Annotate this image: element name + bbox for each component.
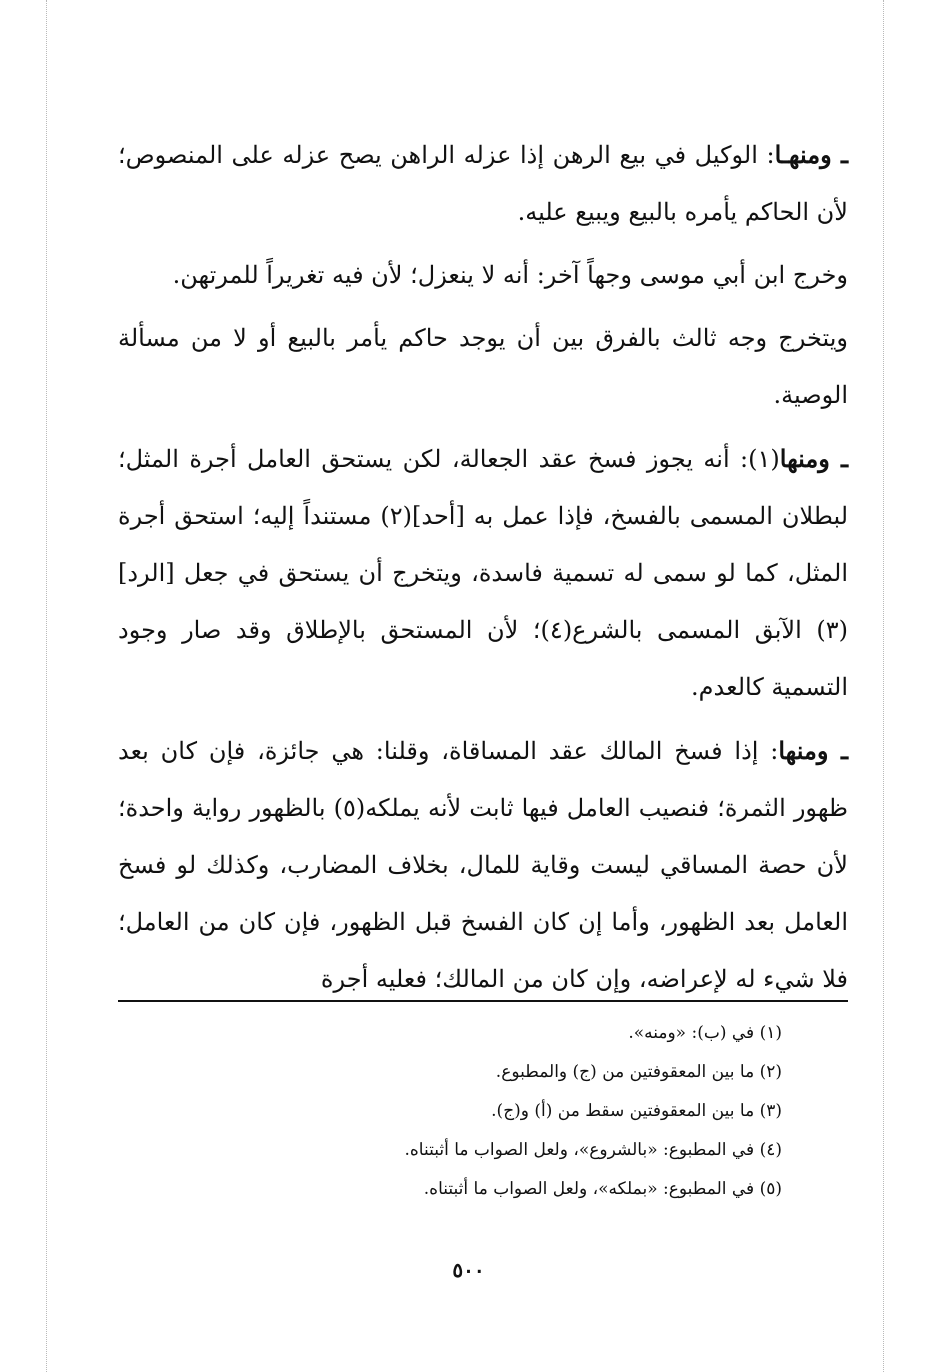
paragraph-lead: ـ ومنها bbox=[778, 736, 848, 765]
paragraph-1 bbox=[118, 126, 848, 241]
paragraph-5 bbox=[118, 722, 848, 1008]
paragraph-4 bbox=[118, 430, 848, 716]
paragraph-text: (١): أنه يجوز فسخ عقد الجعالة، لكن يستحق العامل أجرة المثل؛ لبطلان المسمى بالفسخ، فإذا عمل به [أحد](٢) مستنداً إليه؛ استحق أجرة المثل، كما لو سمى له تسمية فاسدة، ويتخرج أن يستحق في جعل [الرد](٣) الآبق المسمى بالشرع(٤)؛ لأن المستحق بالإطلاق وقد صار وجود التسمية كالعدم. bbox=[118, 445, 849, 701]
footnotes bbox=[150, 1014, 782, 1209]
paragraph-text: : إذا فسخ المالك عقد المساقاة، وقلنا: هي جائزة، فإن كان بعد ظهور الثمرة؛ فنصيب العامل فيها ثابت لأنه يملكه(٥) بالظهور رواية واحدة؛ لأن حصة المساقي ليست وقاية للمال، بخلاف المضارب، وكذلك لو فسخ العامل بعد الظهور، وأما إن كان الفسخ قبل الظهور، فإن كان من العامل؛ فلا شيء له لإعراضه، وإن كان من المالك؛ فعليه أجرة bbox=[118, 737, 848, 993]
footnote-2: (٢) ما بين المعقوفتين من (ج) والمطبوع. bbox=[495, 1062, 782, 1082]
page-number: ٥٠٠ bbox=[452, 1258, 485, 1282]
footnote-3: (٣) ما بين المعقوفتين سقط من (أ) و(ج). bbox=[491, 1101, 782, 1121]
footnote-separator bbox=[118, 1000, 848, 1002]
paragraph-3 bbox=[118, 310, 848, 424]
footnote-4: (٤) في المطبوع: «بالشروع»، ولعل الصواب ما أثبتناه. bbox=[404, 1140, 782, 1160]
footnote-1: (١) في (ب): «ومنه». bbox=[628, 1023, 782, 1043]
left-margin-guide bbox=[46, 0, 47, 1372]
paragraph-text: : الوكيل في بيع الرهن إذا عزله الراهن يصح عزله على المنصوص؛ لأن الحاكم يأمره بالبيع ويبيع عليه. bbox=[118, 141, 848, 226]
footnote-5: (٥) في المطبوع: «بملكه»، ولعل الصواب ما أثبتناه. bbox=[423, 1179, 782, 1199]
paragraph-lead: ـ ومنهـا bbox=[774, 140, 848, 169]
paragraph-2 bbox=[118, 247, 848, 304]
paragraph-text: وخرج ابن أبي موسى وجهاً آخر: أنه لا ينعزل؛ لأن فيه تغريراً للمرتهن. bbox=[172, 261, 848, 289]
right-margin-guide bbox=[883, 0, 884, 1372]
paragraph-text: ويتخرج وجه ثالث بالفرق بين أن يوجد حاكم يأمر بالبيع أو لا من مسألة الوصية. bbox=[118, 324, 848, 409]
paragraph-lead: ـ ومنها bbox=[779, 444, 849, 473]
main-text bbox=[118, 126, 848, 1014]
